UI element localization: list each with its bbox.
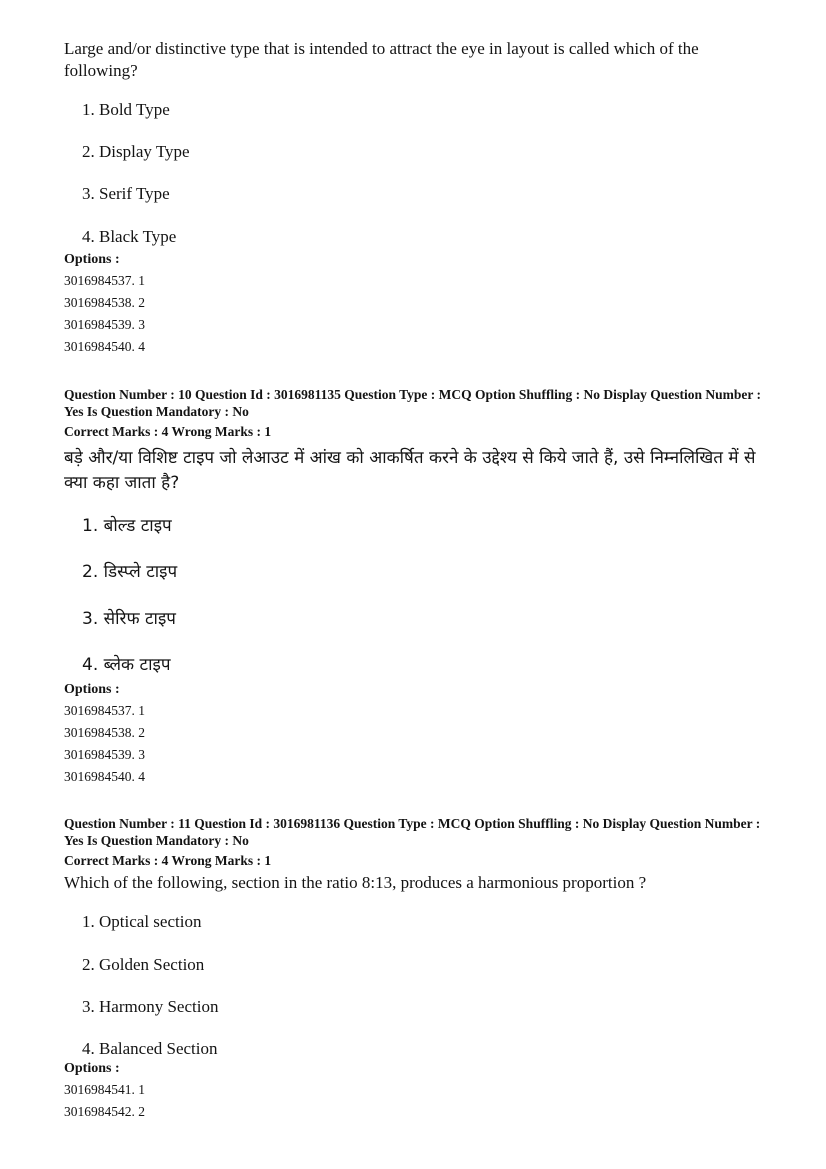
- option-4: 4. ब्लेक टाइप: [82, 655, 171, 675]
- option-3: 3. Serif Type: [82, 184, 170, 203]
- option-3: 3. सेरिफ टाइप: [82, 609, 176, 629]
- option-2: 2. डिस्प्ले टाइप: [82, 562, 178, 582]
- option-id: 3016984539. 3: [64, 317, 145, 332]
- option-4: 4. Balanced Section: [82, 1039, 218, 1058]
- option-id: 3016984541. 1: [64, 1082, 145, 1097]
- option-4: 4. Black Type: [82, 227, 177, 246]
- option-id: 3016984540. 4: [64, 339, 145, 354]
- question-text: Large and/or distinctive type that is intended to attract the eye in layout is called which of the following?: [64, 39, 699, 80]
- question-text: Which of the following, section in the ratio 8:13, produces a harmonious proportion ?: [64, 873, 647, 892]
- option-id: 3016984539. 3: [64, 747, 145, 762]
- option-2: 2. Golden Section: [82, 955, 205, 974]
- question-meta: Question Number : 11 Question Id : 3016981136 Question Type : MCQ Option Shuffling : No Display Question Number : Yes Is Question Mandatory : No: [64, 816, 761, 848]
- option-1: 1. Optical section: [82, 912, 202, 931]
- option-2: 2. Display Type: [82, 142, 190, 161]
- option-id: 3016984537. 1: [64, 273, 145, 288]
- marks-meta: Correct Marks : 4 Wrong Marks : 1: [64, 853, 272, 868]
- option-id: 3016984538. 2: [64, 295, 145, 310]
- option-id: 3016984542. 2: [64, 1104, 145, 1119]
- options-label: Options :: [64, 1061, 120, 1076]
- question-text-hindi: बड़े और/या विशिष्ट टाइप जो लेआउट में आंख को आकर्षित करने के उद्देश्य से किये जाते हैं, उसे निम्नलिखित में से क्या कहा जाता है?: [64, 448, 756, 493]
- marks-meta: Correct Marks : 4 Wrong Marks : 1: [64, 424, 272, 439]
- option-1: 1. Bold Type: [82, 100, 170, 119]
- question-meta: Question Number : 10 Question Id : 3016981135 Question Type : MCQ Option Shuffling : No Display Question Number : Yes Is Question Mandatory : No: [64, 387, 761, 419]
- options-label: Options :: [64, 252, 120, 267]
- options-label: Options :: [64, 682, 120, 697]
- option-id: 3016984537. 1: [64, 703, 145, 718]
- option-1: 1. बोल्ड टाइप: [82, 516, 172, 536]
- option-3: 3. Harmony Section: [82, 997, 219, 1016]
- option-id: 3016984540. 4: [64, 769, 145, 784]
- option-id: 3016984538. 2: [64, 725, 145, 740]
